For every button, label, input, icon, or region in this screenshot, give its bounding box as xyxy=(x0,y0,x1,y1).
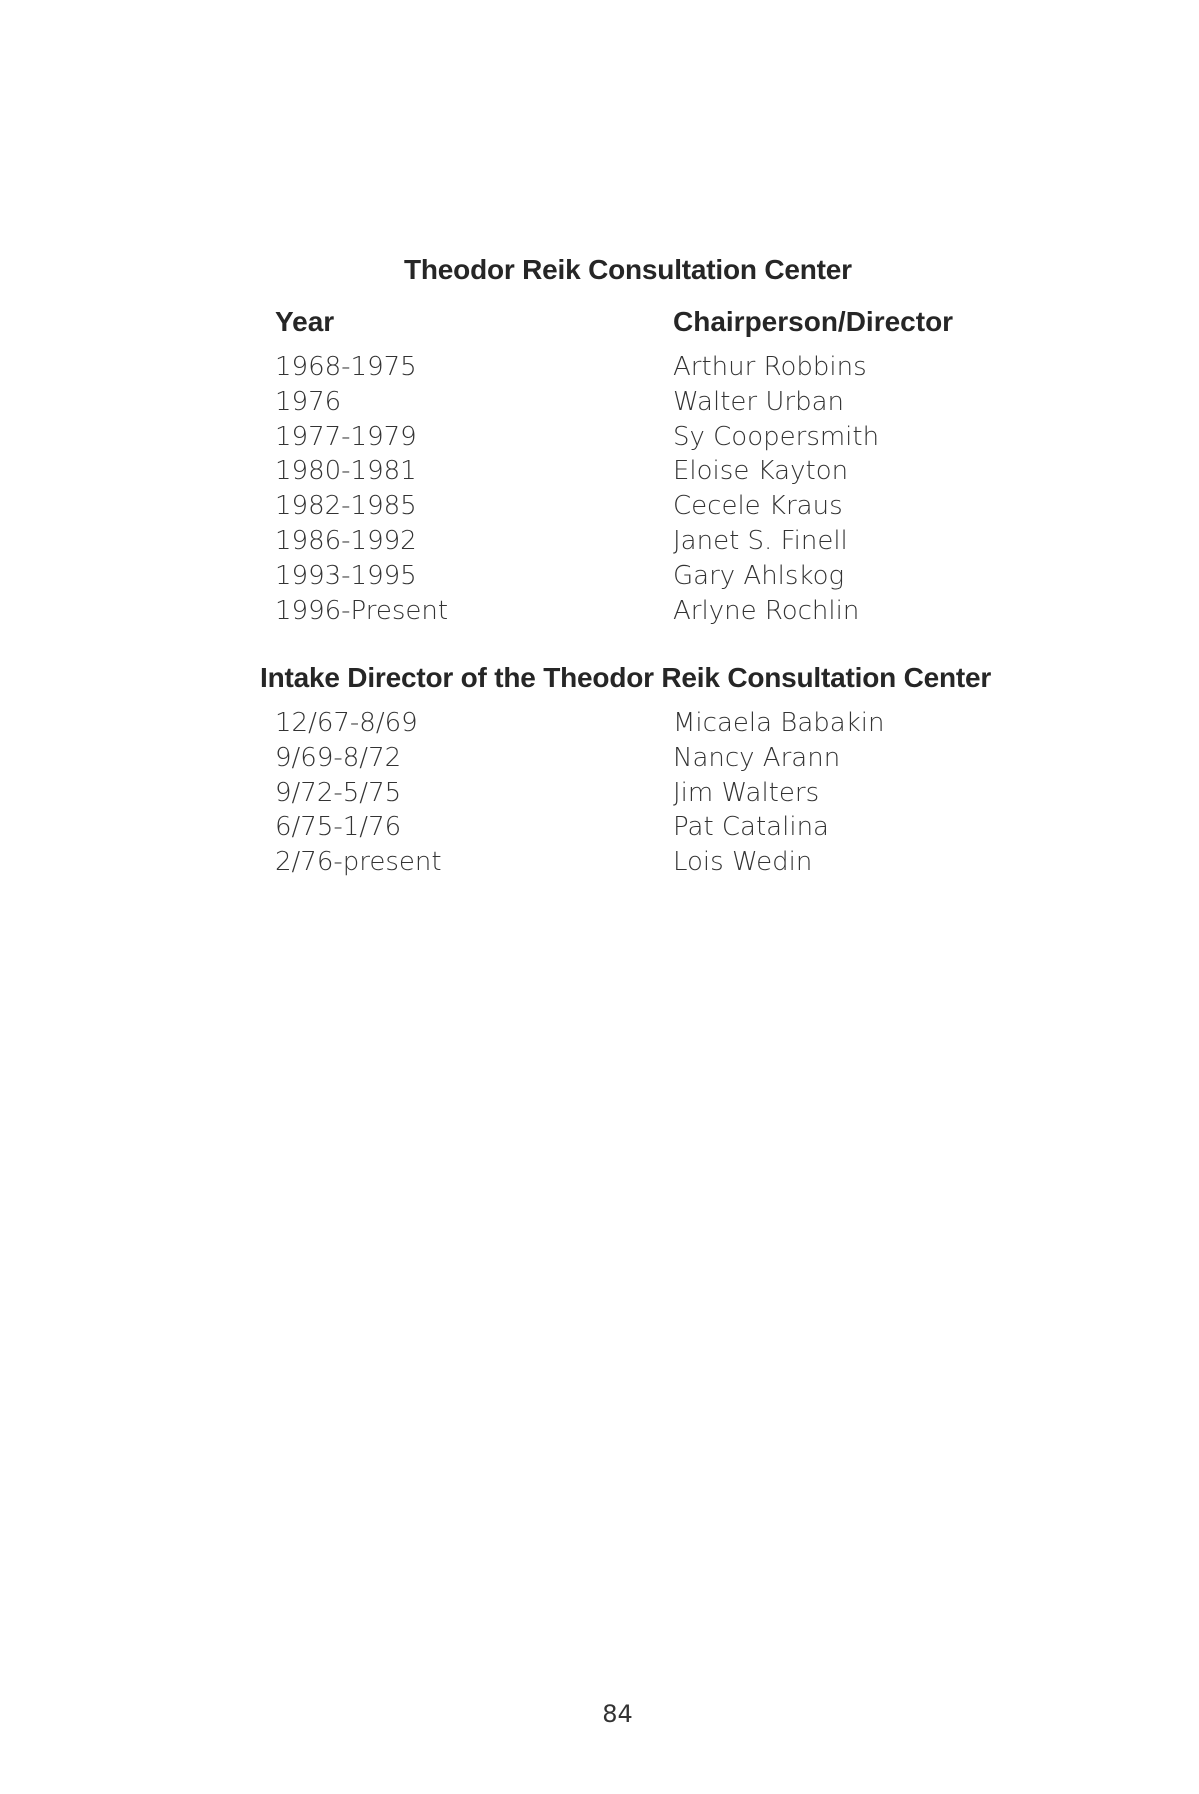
page-number: 84 xyxy=(602,1700,633,1728)
section-title-intake-director: Intake Director of the Theodor Reik Consultation Center xyxy=(260,662,992,693)
name-cell: Eloise Kayton xyxy=(673,456,849,487)
table-row xyxy=(275,420,995,455)
year-cell: 1986-1992 xyxy=(275,525,417,556)
year-cell: 1993-1995 xyxy=(275,560,417,591)
name-cell: Nancy Arann xyxy=(673,742,841,773)
table-row xyxy=(275,776,995,811)
date-range-cell: 9/69-8/72 xyxy=(275,742,402,773)
column-header-year: Year xyxy=(275,306,335,337)
table-row xyxy=(275,559,995,594)
name-cell: Lois Wedin xyxy=(673,847,813,878)
date-range-cell: 2/76-present xyxy=(275,847,442,878)
year-cell: 1996-Present xyxy=(275,595,449,626)
year-cell: 1968-1975 xyxy=(275,352,417,382)
table-row xyxy=(275,454,995,489)
table-row xyxy=(275,594,995,629)
year-cell: 1977-1979 xyxy=(275,421,417,452)
table-row xyxy=(275,741,995,776)
name-cell: Pat Catalina xyxy=(673,812,829,843)
section-title-consultation-center: Theodor Reik Consultation Center xyxy=(404,254,852,285)
name-cell: Arlyne Rochlin xyxy=(673,595,860,626)
column-header-chairperson: Chairperson/Director xyxy=(673,306,954,337)
table-row xyxy=(275,524,995,559)
chairperson-list xyxy=(275,350,995,628)
date-range-cell: 9/72-5/75 xyxy=(275,777,402,808)
table-row xyxy=(275,350,995,385)
table-row xyxy=(275,706,995,741)
year-cell: 1980-1981 xyxy=(275,456,417,487)
table-row xyxy=(275,385,995,420)
name-cell: Jim Walters xyxy=(673,777,820,808)
intake-director-list xyxy=(275,706,995,880)
name-cell: Micaela Babakin xyxy=(673,708,885,738)
name-cell: Gary Ahlskog xyxy=(673,560,845,591)
table-row xyxy=(275,810,995,845)
name-cell: Cecele Kraus xyxy=(673,491,843,522)
date-range-cell: 6/75-1/76 xyxy=(275,812,402,843)
name-cell: Sy Coopersmith xyxy=(673,421,880,452)
date-range-cell: 12/67-8/69 xyxy=(275,708,418,738)
name-cell: Walter Urban xyxy=(673,386,844,417)
year-cell: 1976 xyxy=(275,386,342,417)
name-cell: Arthur Robbins xyxy=(673,352,867,382)
table-row xyxy=(275,489,995,524)
table-row xyxy=(275,845,995,880)
name-cell: Janet S. Finell xyxy=(673,525,848,556)
year-cell: 1982-1985 xyxy=(275,491,417,522)
